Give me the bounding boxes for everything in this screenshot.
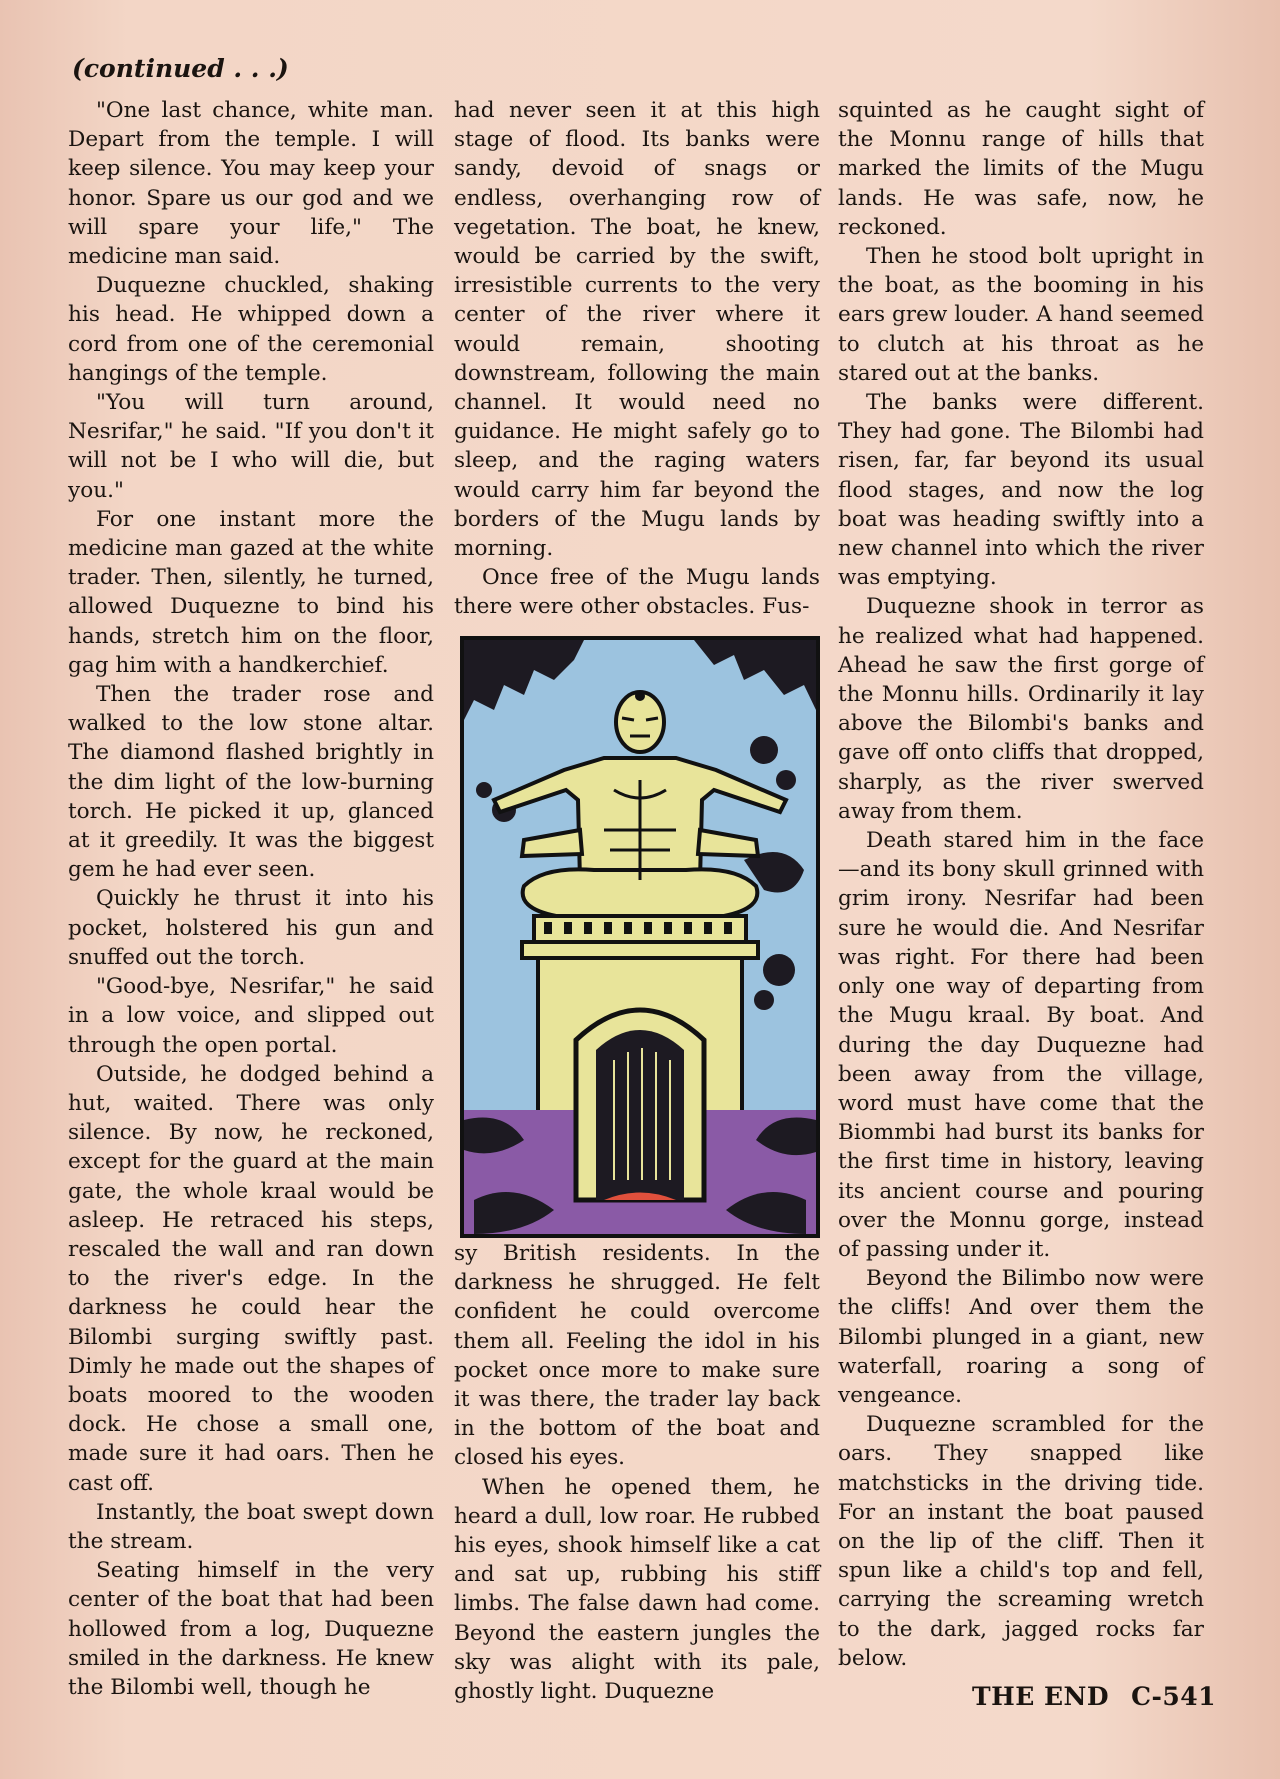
- paragraph: Death stared him in the face —and its bony skull grinned with grim irony. Nesrifar had been sure he would die. And Nesrifar was right. For there had been only one way of departing from the Mugu kraal. By boat. And during the day Duquezne had been away from the village, word must have come that the Biommbi had burst its banks for the first time in history, leaving its ancient course and pouring over the Monnu gorge, instead of passing under it.: [838, 828, 1204, 1262]
- page-code: C-541: [1131, 1682, 1217, 1711]
- paragraph: had never seen it at this high stage of flood. Its banks were sandy, devoid of snags or endless, overhanging row of vegetation. The boat, he knew, would be carried by the swift, irresistible currents to the very center of the river where it would remain, shooting downstream, following the main channel. It would need no guidance. He might safely go to sleep, and the raging waters would carry him far beyond the borders of the Mugu lands by morning.: [454, 98, 820, 562]
- paragraph: Then the trader rose and walked to the low stone altar. The diamond flashed brightly in the dim light of the low-burning torch. He picked it up, glanced at it greedily. It was the biggest gem he had ever seen.: [68, 682, 434, 883]
- idol-illustration: [460, 636, 820, 1238]
- paragraph: When he opened them, he heard a dull, low roar. He rubbed his eyes, shook himself like a cat and sat up, rubbing his stiff limbs. The false dawn had come. Beyond the eastern jungles the sky was alight with its pale, ghostly light. Duquezne: [454, 1474, 820, 1705]
- paragraph: Then he stood bolt upright in the boat, as the booming in his ears grew louder. A hand seemed to clutch at his throat as he stared out at the banks.: [838, 244, 1204, 386]
- text-column-1: [68, 96, 434, 1702]
- paragraph: "You will turn around, Nesrifar," he said. "If you don't it will not be I who will die, but you.": [68, 390, 434, 503]
- paragraph: "Good-bye, Nesrifar," he said in a low voice, and slipped out through the open portal.: [68, 974, 434, 1058]
- text-column-3: [838, 96, 1204, 1673]
- paragraph: Quickly he thrust it into his pocket, holstered his gun and snuffed out the torch.: [68, 886, 434, 970]
- paragraph: squinted as he caught sight of the Monnu range of hills that marked the limits of the Mugu lands. He was safe, now, he reckoned.: [838, 98, 1204, 240]
- paragraph: "One last chance, white man. Depart from the temple. I will keep silence. You may keep your honor. Spare us our god and we will spare your life," The medicine man said.: [68, 98, 434, 270]
- the-end-label: THE END: [972, 1682, 1110, 1711]
- paragraph: sy British residents. In the darkness he shrugged. He felt confident he could overcome them all. Feeling the idol in his pocket once more to make sure it was there, the trader lay back in the bottom of the boat and closed his eyes.: [454, 1241, 820, 1471]
- text-column-2-continued: [454, 1239, 820, 1706]
- paragraph: Seating himself in the very center of the boat that had been hollowed from a log, Duquezne smiled in the darkness. He knew the Bilombi well, though he: [68, 1558, 434, 1700]
- paragraph: Beyond the Bilimbo now were the cliffs! And over them the Bilombi plunged in a giant, new waterfall, roaring a song of vengeance.: [838, 1266, 1204, 1408]
- paragraph: Once free of the Mugu lands there were other obstacles. Fus-: [454, 565, 820, 620]
- continued-label: (continued . . .): [72, 54, 289, 83]
- temple-doorway: [576, 1010, 704, 1200]
- paragraph: For one instant more the medicine man gazed at the white trader. Then, silently, he turned, allowed Duquezne to bind his hands, stretch him on the floor, gag him with a handkerchief.: [68, 506, 434, 678]
- paragraph: The banks were different. They had gone. The Bilombi had risen, far, far beyond its usual flood stages, and now the log boat was heading swiftly into a new channel into which the river was emptying.: [838, 390, 1204, 591]
- idol-drawing: [464, 640, 816, 1234]
- paragraph: Instantly, the boat swept down the stream.: [68, 1499, 434, 1554]
- paragraph: Outside, he dodged behind a hut, waited. There was only silence. By now, he reckoned, except for the guard at the main gate, the whole kraal would be asleep. He retraced his steps, rescaled the wall and ran down to the river's edge. In the darkness he could hear the Bilombi surging swiftly past. Dimly he made out the shapes of boats moored to the wooden dock. He chose a small one, made sure it had oars. Then he cast off.: [68, 1061, 434, 1496]
- paragraph: Duquezne scrambled for the oars. They snapped like matchsticks in the driving tide. For an instant the boat paused on the lip of the cliff. Then it spun like a child's top and fell, carrying the screaming wretch to the dark, jagged rocks far below.: [838, 1412, 1204, 1671]
- page-footer: [972, 1682, 1238, 1711]
- paragraph: Duquezne chuckled, shaking his head. He whipped down a cord from one of the ceremonial hangings of the temple.: [68, 273, 434, 386]
- paragraph: Duquezne shook in terror as he realized what had happened. Ahead he saw the first gorge of the Monnu hills. Ordinarily it lay above the Bilombi's banks and gave off onto cliffs that dropped, sharply, as the river swerved away from them.: [838, 594, 1204, 824]
- text-column-2: [454, 96, 820, 622]
